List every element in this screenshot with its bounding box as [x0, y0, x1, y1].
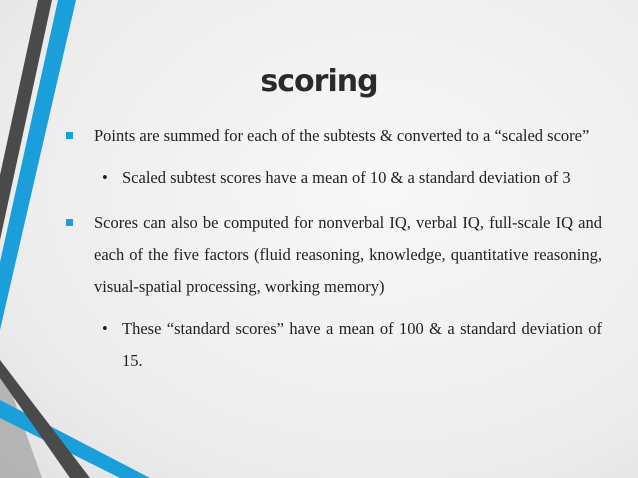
bullet-1: [66, 120, 602, 152]
slide-title: [0, 64, 638, 99]
bottom-dark-stripe: [0, 360, 90, 478]
slide-content: [66, 120, 602, 377]
blue-stripe: [0, 0, 76, 330]
bullet-2-text: Scores can also be computed for nonverbal IQ, verbal IQ, full-scale IQ and each of the five factors (fluid reasoning, knowledge, quantitative reasoning, visual-spatial processing, working memory): [94, 213, 602, 296]
gray-stripe: [0, 330, 42, 478]
square-bullet-icon: [66, 132, 73, 139]
dark-stripe: [0, 0, 52, 240]
slide-title-text: scoring: [260, 64, 378, 99]
round-dot-icon: •: [102, 168, 108, 187]
bottom-blue-stripe: [0, 400, 150, 478]
round-dot-icon: •: [102, 319, 108, 338]
sub-bullet-2: [66, 313, 602, 377]
square-bullet-icon: [66, 219, 73, 226]
bullet-2: [66, 207, 602, 303]
bullet-1-text: Points are summed for each of the subtests & converted to a “scaled score”: [94, 126, 590, 145]
sub-bullet-1-text: Scaled subtest scores have a mean of 10 & a standard deviation of 3: [122, 168, 571, 187]
sub-bullet-2-text: These “standard scores” have a mean of 100 & a standard deviation of 15.: [122, 319, 602, 370]
sub-bullet-1: [66, 162, 602, 194]
